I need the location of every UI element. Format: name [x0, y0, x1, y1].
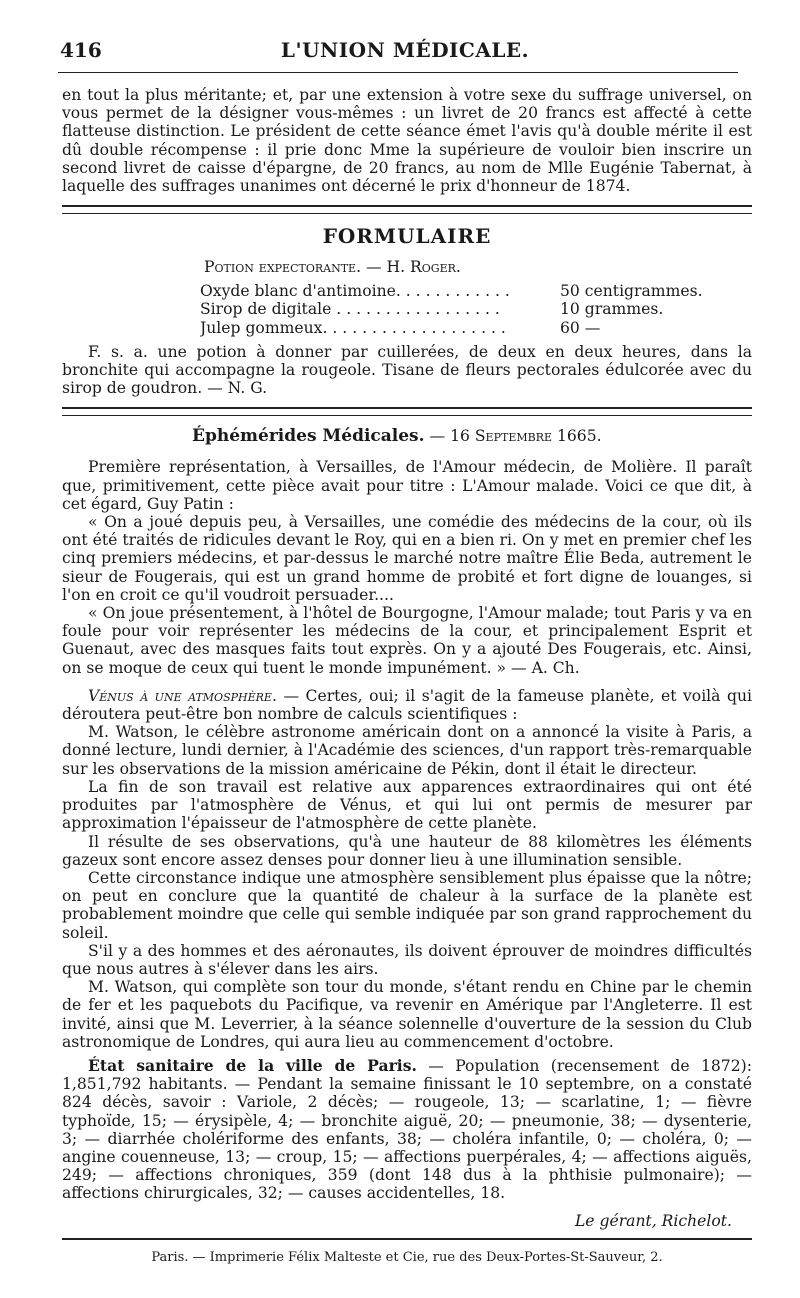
formula-instructions: F. s. a. une potion à donner par cuillerées, de deux en deux heures, dans la bronchite qui accompagne la rougeole. Tisane de fleurs pectorales édulcorée avec du sirop de goudron. — N. G.: [62, 342, 752, 398]
venus-paragraph: S'il y a des hommes et des aéronautes, ils doivent éprouver de moindres difficultés que nous autres à s'élever dans les airs.: [62, 941, 752, 978]
venus-paragraph: Cette circonstance indique une atmosphère sensiblement plus épaisse que la nôtre; on peut en conclure que la quantité de chaleur à la surface de la planète est probablement moindre que celle qui semble indiquée par son grand rapprochement du soleil.: [62, 868, 752, 942]
page-header: [60, 38, 750, 64]
venus-paragraph: Il résulte de ses observations, qu'à une hauteur de 88 kilomètres les éléments gazeux sont encore assez denses pour donner lieu à une illumination sensible.: [62, 832, 752, 869]
ephemerides-date: — 16 Septembre 1665.: [429, 427, 602, 446]
imprint-line: Paris. — Imprimerie Félix Malteste et Cie, rue des Deux-Portes-St-Sauveur, 2.: [151, 1250, 663, 1265]
page-number: 416: [60, 38, 102, 62]
journal-title: L'UNION MÉDICALE.: [280, 38, 530, 62]
ingredient-name: Sirop de digitale . . . . . . . . . . . . . . . . .: [200, 300, 500, 319]
venus-text: — Certes, oui; il s'agit de la fameuse planète, et voilà qui déroutera peut-être bon nombre de calculs scientifiques :: [62, 686, 752, 724]
footer-rule: [62, 1238, 752, 1240]
ephemerides-paragraph: « On a joué depuis peu, à Versailles, une comédie des médecins de la cour, où ils ont été traités de ridicules devant le Roy, qui en a bien ri. On y met en premier chef les cinq premiers médecins, et par-dessus le marché notre maître Élie Beda, autrement le sieur de Fougerais, qui est un grand homme de probité et fort digne de louanges, si l'on en croit ce qu'il voudroit persuader....: [62, 513, 752, 604]
etat-sanitaire-title: État sanitaire de la ville de Paris.: [88, 1055, 417, 1075]
venus-paragraph: La fin de son travail est relative aux apparences extraordinaires qui ont été produites par l'atmosphère de Vénus, et qui lui ont permis de mesurer par approximation l'épaisseur de l'atmosphère de cette planète.: [62, 777, 752, 833]
ephemerides-title: Éphémérides Médicales.: [192, 426, 425, 447]
header-rule: [58, 72, 738, 73]
etat-sanitaire-paragraph: [62, 1057, 752, 1203]
ephemerides-heading: [62, 426, 752, 446]
ingredient-dose: 60 —: [560, 318, 601, 337]
ingredient-dose: 10 grammes.: [560, 300, 664, 319]
ingredient-name: Oxyde blanc d'antimoine. . . . . . . . . . . .: [200, 282, 510, 301]
ingredient-row: [62, 300, 752, 318]
venus-paragraph: M. Watson, qui complète son tour du monde, s'étant rendu en Chine par le chemin de fer et les paquebots du Pacifique, va revenir en Amérique par l'Angleterre. Il est invité, ainsi que M. Leverrier, à la séance solennelle d'ouverture de la session du Club astronomique de Londres, qui aura lieu au commencement d'octobre.: [62, 978, 752, 1051]
ingredient-name: Julep gommeux. . . . . . . . . . . . . . . . . . .: [200, 318, 506, 337]
potion-title: Potion expectorante. — H. Roger.: [204, 258, 461, 277]
ingredient-row: [62, 319, 752, 337]
intro-paragraph: en tout la plus méritante; et, par une extension à votre sexe du suffrage universel, on vous permet de la désigner vous-mêmes : un livret de 20 francs est affecté à cette flatteuse distinction. Le président de cette séance émet l'avis qu'à double mérite il est dû double récompense : il prie donc Mme la supérieure de vouloir bien inscrire un second livret de caisse d'épargne, de 20 francs, au nom de Mlle Eugénie Tabernat, à laquelle des suffrages unanimes ont décerné le prix d'honneur de 1874.: [62, 86, 752, 196]
gerant-signature: Le gérant, Richelot.: [574, 1212, 732, 1230]
page-footer: [62, 1212, 752, 1265]
section-divider: [62, 205, 752, 214]
venus-paragraph: [62, 687, 752, 723]
article-body: [62, 86, 752, 1203]
venus-paragraph: M. Watson, le célèbre astronome américain dont on a annoncé la visite à Paris, a donné lecture, lundi dernier, à l'Académie des sciences, d'un rapport très-remarquable sur les observations de la mission américaine de Pékin, dont il était le directeur.: [62, 723, 752, 778]
ephemerides-paragraph: « On joue présentement, à l'hôtel de Bourgogne, l'Amour malade; tout Paris y va en foule pour voir représenter les médecins de la cour, et principalement Esprit et Guenaut, avec des masques faits tout exprès. On y a ajouté Des Fougerais, etc. Ainsi, on se moque de ceux qui tuent le monde impunément. » — A. Ch.: [62, 604, 752, 677]
ingredient-dose: 50 centigrammes.: [560, 282, 703, 301]
formulaire-title: FORMULAIRE: [322, 224, 492, 249]
ingredient-row: [62, 282, 752, 300]
ephemerides-paragraph: Première représentation, à Versailles, de l'Amour médecin, de Molière. Il paraît que, primitivement, cette pièce avait pour titre : L'Amour malade. Voici ce que dit, à cet égard, Guy Patin :: [62, 458, 752, 513]
venus-lead: Vénus à une atmosphère.: [88, 686, 277, 705]
section-divider: [62, 407, 752, 416]
etat-sanitaire-text: — Population (recensement de 1872): 1,851,792 habitants. — Pendant la semaine finissant le 10 septembre, on a constaté 824 décès, savoir : Variole, 2 décès; — rougeole, 13; — scarlatine, 1; — fièvre typhoïde, 15; — érysipèle, 4; — bronchite aiguë, 20; — pneumonie, 38; — dysenterie, 3; — diarrhée cholériforme des enfants, 38; — choléra infantile, 0; — choléra, 0; — angine couenneuse, 13; — croup, 15; — affections puerpérales, 4; — affections aiguës, 249; — affections chroniques, 359 (dont 148 dus à la phthisie pulmonaire); — affections chirurgicales, 32; — causes accidentelles, 18.: [62, 1056, 752, 1203]
